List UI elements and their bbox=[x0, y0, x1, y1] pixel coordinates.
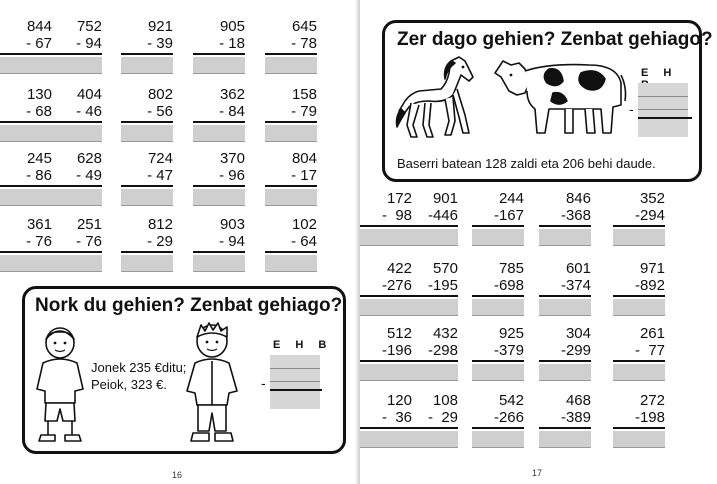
subtraction-problem bbox=[265, 216, 317, 272]
answer-rule bbox=[50, 121, 102, 123]
subtraction-problem bbox=[613, 392, 665, 448]
subtrahend: -299 bbox=[560, 342, 591, 359]
minuend: 362 bbox=[219, 86, 245, 103]
answer-rule bbox=[472, 295, 524, 297]
minuend: 785 bbox=[498, 260, 524, 277]
answer-box[interactable] bbox=[0, 255, 52, 272]
answer-rule bbox=[539, 295, 591, 297]
subtraction-problem bbox=[472, 392, 524, 448]
answer-box[interactable] bbox=[360, 229, 412, 246]
right-answer-rule bbox=[638, 117, 692, 119]
answer-rule bbox=[193, 185, 245, 187]
right-word-problem-panel bbox=[382, 20, 713, 182]
subtraction-problem bbox=[539, 392, 591, 448]
subtrahend: - 94 bbox=[219, 233, 245, 250]
subtraction-problem bbox=[406, 325, 458, 381]
minuend: 130 bbox=[26, 86, 52, 103]
right-page bbox=[360, 0, 717, 484]
minuend: 120 bbox=[386, 392, 412, 409]
answer-box[interactable] bbox=[406, 364, 458, 381]
subtrahend: - 46 bbox=[76, 103, 102, 120]
answer-rule bbox=[50, 251, 102, 253]
minuend: 804 bbox=[291, 150, 317, 167]
subtrahend: - 68 bbox=[26, 103, 52, 120]
subtrahend: -266 bbox=[493, 409, 524, 426]
answer-rule bbox=[472, 427, 524, 429]
subtrahend: - 39 bbox=[147, 35, 173, 52]
subtrahend: -196 bbox=[381, 342, 412, 359]
left-panel-title: Nork du gehien? Zenbat gehiago? bbox=[35, 295, 343, 316]
answer-rule bbox=[0, 121, 52, 123]
minuend: 802 bbox=[147, 86, 173, 103]
answer-box[interactable] bbox=[193, 125, 245, 142]
minuend: 422 bbox=[386, 260, 412, 277]
answer-rule bbox=[121, 121, 173, 123]
subtrahend: - 17 bbox=[291, 167, 317, 184]
left-word-problem-panel bbox=[22, 286, 346, 454]
subtrahend: - 29 bbox=[147, 233, 173, 250]
boy-jon-illustration bbox=[29, 325, 91, 445]
answer-rule bbox=[539, 427, 591, 429]
answer-rule bbox=[539, 225, 591, 227]
subtraction-problem bbox=[121, 18, 173, 74]
subtraction-problem bbox=[406, 392, 458, 448]
subtrahend: - 49 bbox=[76, 167, 102, 184]
subtrahend: -198 bbox=[634, 409, 665, 426]
answer-box[interactable] bbox=[265, 125, 317, 142]
answer-box[interactable] bbox=[193, 189, 245, 206]
minuend: 601 bbox=[565, 260, 591, 277]
subtraction-problem bbox=[472, 260, 524, 316]
page-number-right: 17 bbox=[532, 468, 543, 478]
answer-box[interactable] bbox=[613, 364, 665, 381]
answer-rule bbox=[121, 251, 173, 253]
subtrahend: -298 bbox=[427, 342, 458, 359]
left-story-line-1: Jonek 235 €ditu; bbox=[91, 360, 187, 375]
answer-box[interactable] bbox=[360, 431, 412, 448]
minuend: 645 bbox=[291, 18, 317, 35]
subtraction-problem bbox=[50, 150, 102, 206]
subtrahend: - 47 bbox=[147, 167, 173, 184]
answer-box[interactable] bbox=[406, 431, 458, 448]
subtrahend: - 36 bbox=[381, 409, 412, 426]
answer-box[interactable] bbox=[539, 299, 591, 316]
minuend: 102 bbox=[291, 216, 317, 233]
answer-box[interactable] bbox=[360, 364, 412, 381]
subtraction-problem bbox=[0, 86, 52, 142]
answer-box[interactable] bbox=[265, 255, 317, 272]
subtrahend: - 96 bbox=[219, 167, 245, 184]
answer-box[interactable] bbox=[50, 255, 102, 272]
answer-rule bbox=[472, 225, 524, 227]
answer-box[interactable] bbox=[193, 255, 245, 272]
subtrahend: -167 bbox=[493, 207, 524, 224]
subtraction-problem bbox=[0, 18, 52, 74]
minuend: 921 bbox=[147, 18, 173, 35]
answer-box[interactable] bbox=[0, 189, 52, 206]
answer-rule bbox=[360, 225, 412, 227]
subtrahend: - 67 bbox=[26, 35, 52, 52]
subtraction-problem bbox=[193, 150, 245, 206]
subtraction-problem bbox=[613, 190, 665, 246]
minuend: 404 bbox=[76, 86, 102, 103]
answer-rule bbox=[265, 121, 317, 123]
answer-box[interactable] bbox=[0, 125, 52, 142]
minuend: 628 bbox=[76, 150, 102, 167]
subtraction-problem bbox=[121, 216, 173, 272]
subtrahend: - 77 bbox=[634, 342, 665, 359]
answer-rule bbox=[613, 295, 665, 297]
answer-box[interactable] bbox=[539, 364, 591, 381]
answer-box[interactable] bbox=[121, 189, 173, 206]
subtraction-problem bbox=[613, 260, 665, 316]
subtrahend: -446 bbox=[427, 207, 458, 224]
subtraction-problem bbox=[50, 216, 102, 272]
answer-rule bbox=[265, 53, 317, 55]
answer-box[interactable] bbox=[613, 431, 665, 448]
subtrahend: - 86 bbox=[26, 167, 52, 184]
answer-box[interactable] bbox=[406, 229, 458, 246]
subtrahend: -368 bbox=[560, 207, 591, 224]
left-answer-rule bbox=[270, 389, 322, 391]
answer-box[interactable] bbox=[539, 431, 591, 448]
answer-box[interactable] bbox=[472, 229, 524, 246]
minuend: 304 bbox=[565, 325, 591, 342]
minuend: 261 bbox=[639, 325, 665, 342]
subtrahend: -276 bbox=[381, 277, 412, 294]
answer-box[interactable] bbox=[472, 431, 524, 448]
minuend: 361 bbox=[26, 216, 52, 233]
minuend: 272 bbox=[639, 392, 665, 409]
answer-rule bbox=[613, 427, 665, 429]
minuend: 108 bbox=[432, 392, 458, 409]
answer-box[interactable] bbox=[472, 364, 524, 381]
minuend: 468 bbox=[565, 392, 591, 409]
minuend: 752 bbox=[76, 18, 102, 35]
subtraction-problem bbox=[360, 325, 412, 381]
minuend: 901 bbox=[432, 190, 458, 207]
answer-box[interactable] bbox=[360, 299, 412, 316]
answer-rule bbox=[193, 251, 245, 253]
subtrahend: -698 bbox=[493, 277, 524, 294]
answer-rule bbox=[50, 53, 102, 55]
subtrahend: - 29 bbox=[427, 409, 458, 426]
minuend: 971 bbox=[639, 260, 665, 277]
subtraction-problem bbox=[121, 86, 173, 142]
left-answer-minus: - bbox=[261, 375, 266, 391]
subtrahend: - 64 bbox=[291, 233, 317, 250]
answer-rule bbox=[193, 121, 245, 123]
boy-peio-illustration bbox=[181, 321, 243, 447]
minuend: 903 bbox=[219, 216, 245, 233]
minuend: 905 bbox=[219, 18, 245, 35]
minuend: 352 bbox=[639, 190, 665, 207]
answer-box[interactable] bbox=[406, 299, 458, 316]
subtrahend: -892 bbox=[634, 277, 665, 294]
answer-rule bbox=[121, 53, 173, 55]
minuend: 370 bbox=[219, 150, 245, 167]
answer-rule bbox=[472, 360, 524, 362]
subtraction-problem bbox=[406, 190, 458, 246]
minuend: 542 bbox=[498, 392, 524, 409]
right-story: Baserri batean 128 zaldi eta 206 behi daude. bbox=[397, 156, 656, 171]
subtraction-problem bbox=[539, 325, 591, 381]
horse-illustration bbox=[393, 55, 485, 141]
minuend: 724 bbox=[147, 150, 173, 167]
minuend: 251 bbox=[76, 216, 102, 233]
subtraction-problem bbox=[360, 260, 412, 316]
minuend: 244 bbox=[498, 190, 524, 207]
subtrahend: -374 bbox=[560, 277, 591, 294]
minuend: 512 bbox=[386, 325, 412, 342]
subtraction-problem bbox=[360, 392, 412, 448]
subtrahend: - 76 bbox=[26, 233, 52, 250]
subtrahend: - 84 bbox=[219, 103, 245, 120]
answer-rule bbox=[0, 185, 52, 187]
subtrahend: - 98 bbox=[381, 207, 412, 224]
left-answer-result-box[interactable] bbox=[270, 393, 320, 409]
subtraction-problem bbox=[193, 18, 245, 74]
minuend: 570 bbox=[432, 260, 458, 277]
answer-box[interactable] bbox=[121, 255, 173, 272]
subtraction-problem bbox=[0, 216, 52, 272]
answer-box[interactable] bbox=[121, 57, 173, 74]
right-answer-minus: - bbox=[629, 101, 634, 117]
answer-rule bbox=[406, 427, 458, 429]
subtrahend: -389 bbox=[560, 409, 591, 426]
answer-box[interactable] bbox=[472, 299, 524, 316]
minuend: 844 bbox=[26, 18, 52, 35]
subtrahend: -294 bbox=[634, 207, 665, 224]
subtraction-problem bbox=[193, 216, 245, 272]
answer-rule bbox=[0, 251, 52, 253]
minuend: 925 bbox=[498, 325, 524, 342]
answer-rule bbox=[121, 185, 173, 187]
subtraction-problem bbox=[265, 150, 317, 206]
subtrahend: - 76 bbox=[76, 233, 102, 250]
minuend: 812 bbox=[147, 216, 173, 233]
left-ehb-header: E H B bbox=[273, 339, 333, 351]
subtrahend: -379 bbox=[493, 342, 524, 359]
answer-box[interactable] bbox=[539, 229, 591, 246]
answer-box[interactable] bbox=[0, 57, 52, 74]
answer-rule bbox=[360, 295, 412, 297]
answer-rule bbox=[193, 53, 245, 55]
answer-rule bbox=[265, 185, 317, 187]
cow-illustration bbox=[489, 53, 629, 141]
answer-box[interactable] bbox=[50, 57, 102, 74]
subtraction-problem bbox=[50, 86, 102, 142]
answer-box[interactable] bbox=[265, 57, 317, 74]
answer-rule bbox=[265, 251, 317, 253]
answer-rule bbox=[50, 185, 102, 187]
answer-box[interactable] bbox=[121, 125, 173, 142]
minuend: 172 bbox=[386, 190, 412, 207]
answer-box[interactable] bbox=[193, 57, 245, 74]
subtrahend: - 56 bbox=[147, 103, 173, 120]
answer-rule bbox=[360, 427, 412, 429]
right-answer-result-box[interactable] bbox=[638, 121, 688, 137]
minuend: 846 bbox=[565, 190, 591, 207]
subtrahend: - 18 bbox=[219, 35, 245, 52]
answer-rule bbox=[406, 295, 458, 297]
subtrahend: - 94 bbox=[76, 35, 102, 52]
answer-rule bbox=[406, 360, 458, 362]
answer-box[interactable] bbox=[50, 125, 102, 142]
subtraction-problem bbox=[0, 150, 52, 206]
right-panel-title: Zer dago gehien? Zenbat gehiago? bbox=[397, 29, 713, 50]
answer-rule bbox=[613, 225, 665, 227]
answer-box[interactable] bbox=[613, 229, 665, 246]
answer-box[interactable] bbox=[50, 189, 102, 206]
subtraction-problem bbox=[265, 86, 317, 142]
right-ehb-header: E H bbox=[641, 67, 678, 79]
answer-box[interactable] bbox=[265, 189, 317, 206]
subtrahend: -195 bbox=[427, 277, 458, 294]
left-story-line-2: Peiok, 323 €. bbox=[91, 377, 167, 392]
answer-box[interactable] bbox=[613, 299, 665, 316]
minuend: 158 bbox=[291, 86, 317, 103]
page-number-left: 16 bbox=[172, 470, 183, 480]
minuend: 245 bbox=[26, 150, 52, 167]
subtraction-problem bbox=[539, 260, 591, 316]
answer-rule bbox=[0, 53, 52, 55]
minuend: 432 bbox=[432, 325, 458, 342]
answer-rule bbox=[613, 360, 665, 362]
subtraction-problem bbox=[472, 325, 524, 381]
subtraction-problem bbox=[406, 260, 458, 316]
subtraction-problem bbox=[193, 86, 245, 142]
subtraction-problem bbox=[539, 190, 591, 246]
left-page bbox=[0, 0, 357, 484]
subtraction-problem bbox=[121, 150, 173, 206]
subtraction-problem bbox=[265, 18, 317, 74]
subtraction-problem bbox=[50, 18, 102, 74]
answer-rule bbox=[539, 360, 591, 362]
answer-rule bbox=[406, 225, 458, 227]
subtraction-problem bbox=[613, 325, 665, 381]
subtrahend: - 79 bbox=[291, 103, 317, 120]
subtraction-problem bbox=[472, 190, 524, 246]
answer-rule bbox=[360, 360, 412, 362]
subtraction-problem bbox=[360, 190, 412, 246]
subtrahend: - 78 bbox=[291, 35, 317, 52]
